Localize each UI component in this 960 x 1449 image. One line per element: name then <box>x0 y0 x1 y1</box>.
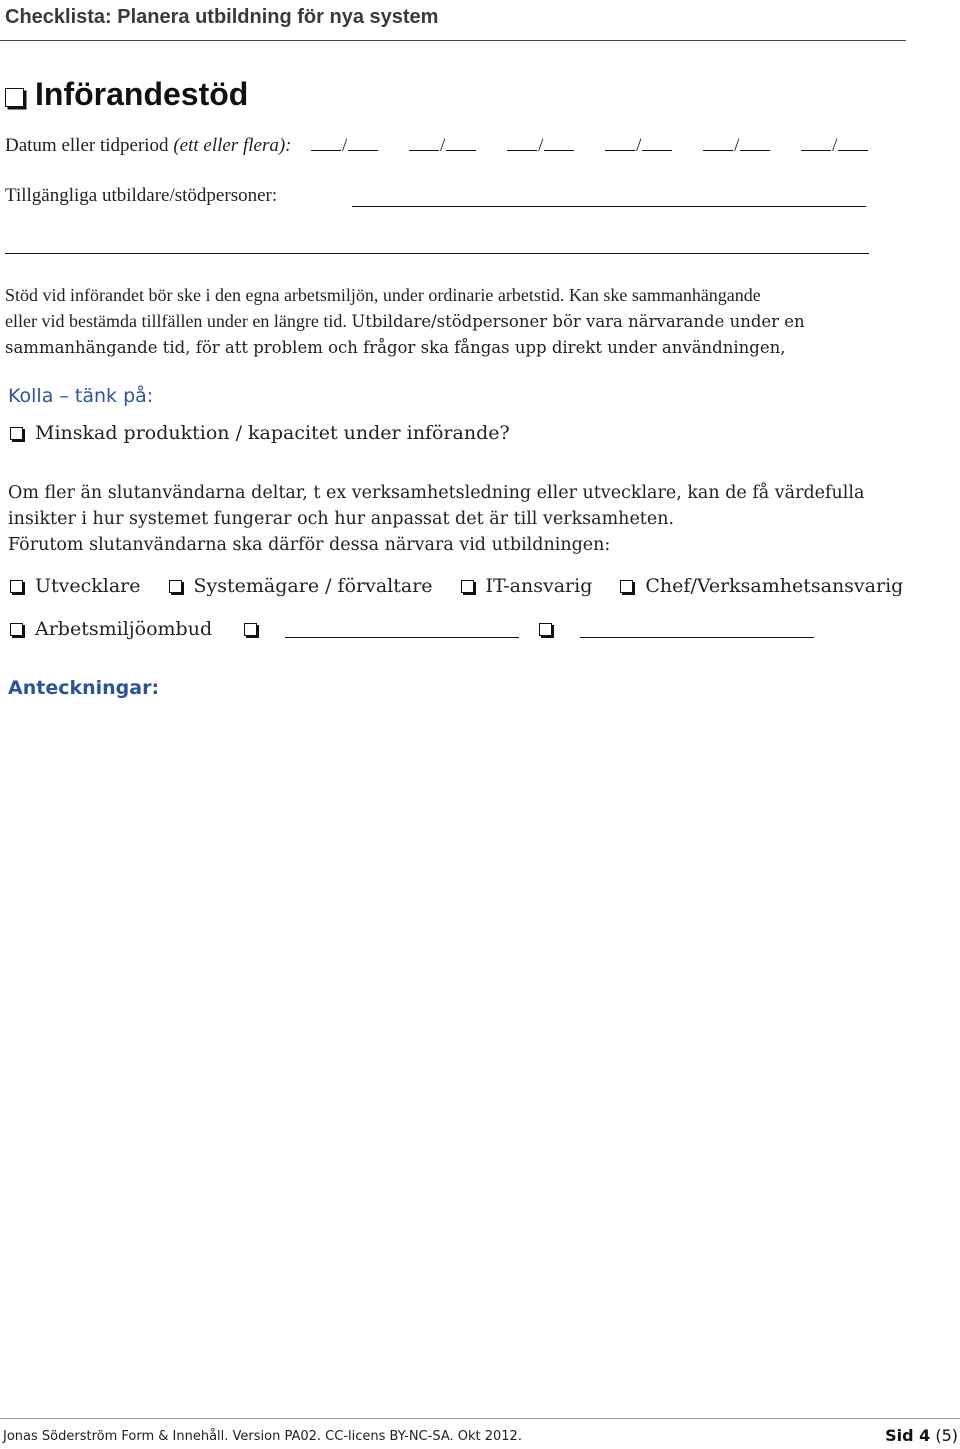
checkbox-icon[interactable] <box>539 623 552 636</box>
role-other-input-1[interactable] <box>285 637 519 638</box>
date-input-4[interactable]: / <box>605 135 672 157</box>
intro-line-1: Stöd vid införandet bör ske i den egna arbetsmiljön, under ordinarie arbetstid. Kan ske sammanhängande <box>5 285 761 305</box>
page-label: Sid 4 <box>885 1426 931 1445</box>
date-input-2[interactable]: / <box>409 135 476 157</box>
trainers-input-line-2[interactable] <box>5 253 869 254</box>
date-input-5[interactable]: / <box>703 135 770 157</box>
document-header-title: Checklista: Planera utbildning för nya system <box>5 6 439 28</box>
role-checkbox-other-2[interactable] <box>539 623 814 636</box>
intro-line-2: eller vid bestämda tillfällen under en längre tid. Utbildare/stödpersoner bör vara närvarande under en <box>5 311 805 331</box>
date-input-6[interactable]: / <box>801 135 868 157</box>
section-title: Införandestöd <box>35 76 249 112</box>
participants-line-2: insikter i hur systemet fungerar och hur anpassat det är till verksamheten. <box>8 509 675 529</box>
role-label: IT-ansvarig <box>485 575 593 597</box>
checkbox-icon[interactable] <box>244 623 257 636</box>
footer-credit: Jonas Söderström Form & Innehåll. Version PA02. CC-licens BY-NC-SA. Okt 2012. <box>3 1429 522 1444</box>
checkbox-icon[interactable] <box>10 427 23 440</box>
checkbox-icon[interactable] <box>5 88 24 107</box>
date-field-hint: (ett eller flera): <box>173 135 292 156</box>
check-item-row <box>10 422 538 444</box>
section-heading <box>5 76 248 113</box>
intro-line-3: sammanhängande tid, för att problem och frågor ska fångas upp direkt under användningen, <box>5 338 786 357</box>
checkbox-icon[interactable] <box>620 580 633 593</box>
checkbox-icon[interactable] <box>461 580 474 593</box>
trainers-field-row <box>5 185 277 207</box>
participants-line-3: Förutom slutanvändarna ska därför dessa närvara vid utbildningen: <box>8 535 611 555</box>
intro-paragraph <box>5 282 805 361</box>
checkbox-icon[interactable] <box>169 580 182 593</box>
date-field-label: Datum eller tidperiod <box>5 135 174 156</box>
role-checkbox-system-owner[interactable] <box>169 575 433 597</box>
role-other-input-2[interactable] <box>580 637 814 638</box>
footer-divider <box>0 1418 960 1419</box>
footer-page-number <box>885 1426 958 1445</box>
role-label: Systemägare / förvaltare <box>193 575 433 597</box>
trainers-input-line-1[interactable] <box>352 206 866 207</box>
role-checkbox-manager[interactable] <box>620 575 903 597</box>
checkbox-icon[interactable] <box>10 580 23 593</box>
check-item-label: Minskad produktion / kapacitet under införande? <box>35 422 510 444</box>
trainers-field-label: Tillgängliga utbildare/stödpersoner: <box>5 185 278 206</box>
notes-heading: Anteckningar: <box>8 677 160 699</box>
roles-row-1 <box>10 575 903 597</box>
page-total: (5) <box>935 1426 958 1445</box>
roles-row-2 <box>10 618 814 640</box>
role-label: Chef/Verksamhetsansvarig <box>645 575 904 597</box>
check-item-capacity[interactable] <box>10 422 510 444</box>
checkbox-icon[interactable] <box>10 623 23 636</box>
date-field-row <box>5 135 868 157</box>
date-input-1[interactable]: / <box>311 135 378 157</box>
role-label: Utvecklare <box>35 575 141 597</box>
role-checkbox-it-responsible[interactable] <box>461 575 593 597</box>
participants-line-1: Om fler än slutanvändarna deltar, t ex verksamhetsledning eller utvecklare, kan de få värdefulla <box>8 483 865 503</box>
header-divider <box>0 40 906 41</box>
date-input-3[interactable]: / <box>507 135 574 157</box>
role-checkbox-other-1[interactable] <box>244 623 519 636</box>
role-checkbox-developer[interactable] <box>10 575 141 597</box>
participants-paragraph <box>8 480 864 558</box>
role-checkbox-work-environment[interactable] <box>10 618 212 640</box>
role-label: Arbetsmiljöombud <box>35 618 213 640</box>
check-heading: Kolla – tänk på: <box>8 385 154 407</box>
